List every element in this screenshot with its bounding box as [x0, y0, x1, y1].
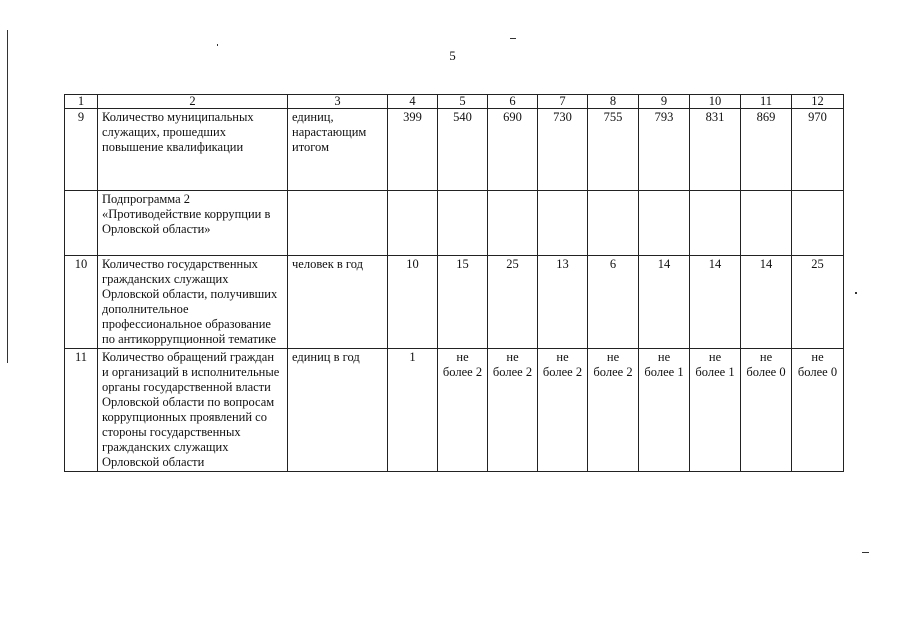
value-cell: 14 [639, 256, 690, 349]
indicators-table [64, 94, 844, 472]
value-cell: 970 [792, 109, 844, 191]
value-cell: 793 [639, 109, 690, 191]
value-cell: 25 [488, 256, 538, 349]
value-cell: 755 [588, 109, 639, 191]
value-cell: 14 [741, 256, 792, 349]
value-cell: не более 2 [588, 349, 639, 472]
subprogram-title: Подпрограмма 2 «Противодействие коррупции в Орловской области» [98, 191, 288, 256]
scan-mark [217, 44, 218, 46]
column-header: 9 [639, 95, 690, 109]
scan-mark [510, 38, 516, 39]
column-header: 2 [98, 95, 288, 109]
unit-cell: единиц в год [288, 349, 388, 472]
page-number: 5 [449, 48, 456, 63]
value-cell: 15 [438, 256, 488, 349]
column-header: 10 [690, 95, 741, 109]
value-cell: 25 [792, 256, 844, 349]
value-cell: не более 0 [792, 349, 844, 472]
value-cell: 10 [388, 256, 438, 349]
column-header: 7 [538, 95, 588, 109]
header-row [65, 95, 844, 109]
value-cell: 399 [388, 109, 438, 191]
column-header: 4 [388, 95, 438, 109]
table-row [65, 109, 844, 191]
value-cell: 690 [488, 109, 538, 191]
unit-cell [288, 191, 388, 256]
value-cell [639, 191, 690, 256]
value-cell [792, 191, 844, 256]
table-row [65, 191, 844, 256]
value-cell: 540 [438, 109, 488, 191]
value-cell: не более 2 [538, 349, 588, 472]
unit-cell: человек в год [288, 256, 388, 349]
indicator-name: Количество государственных гражданских служащих Орловской области, получивших дополнительное профессиональное образование по антикоррупционной тематике [98, 256, 288, 349]
row-number: 11 [65, 349, 98, 472]
value-cell: 869 [741, 109, 792, 191]
column-header: 12 [792, 95, 844, 109]
table-row [65, 256, 844, 349]
indicator-name: Количество муниципальных служащих, прошедших повышение квалификации [98, 109, 288, 191]
scan-mark [862, 552, 869, 553]
row-number [65, 191, 98, 256]
value-cell [388, 191, 438, 256]
value-cell [438, 191, 488, 256]
value-cell [588, 191, 639, 256]
value-cell: не более 2 [488, 349, 538, 472]
column-header: 8 [588, 95, 639, 109]
column-header: 6 [488, 95, 538, 109]
value-cell [741, 191, 792, 256]
value-cell [488, 191, 538, 256]
value-cell: 1 [388, 349, 438, 472]
value-cell: 13 [538, 256, 588, 349]
indicator-name: Количество обращений граждан и организаций в исполнительные органы государственной власти Орловской области по вопросам коррупционных проявлений со стороны государственных гражданских служащих Орловской области [98, 349, 288, 472]
value-cell: не более 1 [639, 349, 690, 472]
column-header: 3 [288, 95, 388, 109]
scan-left-rule [7, 30, 8, 363]
value-cell: 14 [690, 256, 741, 349]
scan-mark [855, 292, 857, 294]
column-header: 11 [741, 95, 792, 109]
value-cell: не более 0 [741, 349, 792, 472]
value-cell: не более 1 [690, 349, 741, 472]
column-header: 1 [65, 95, 98, 109]
value-cell [690, 191, 741, 256]
unit-cell: единиц, нарастающим итогом [288, 109, 388, 191]
value-cell: 6 [588, 256, 639, 349]
value-cell [538, 191, 588, 256]
value-cell: 831 [690, 109, 741, 191]
row-number: 9 [65, 109, 98, 191]
table-row [65, 349, 844, 472]
value-cell: 730 [538, 109, 588, 191]
value-cell: не более 2 [438, 349, 488, 472]
row-number: 10 [65, 256, 98, 349]
column-header: 5 [438, 95, 488, 109]
